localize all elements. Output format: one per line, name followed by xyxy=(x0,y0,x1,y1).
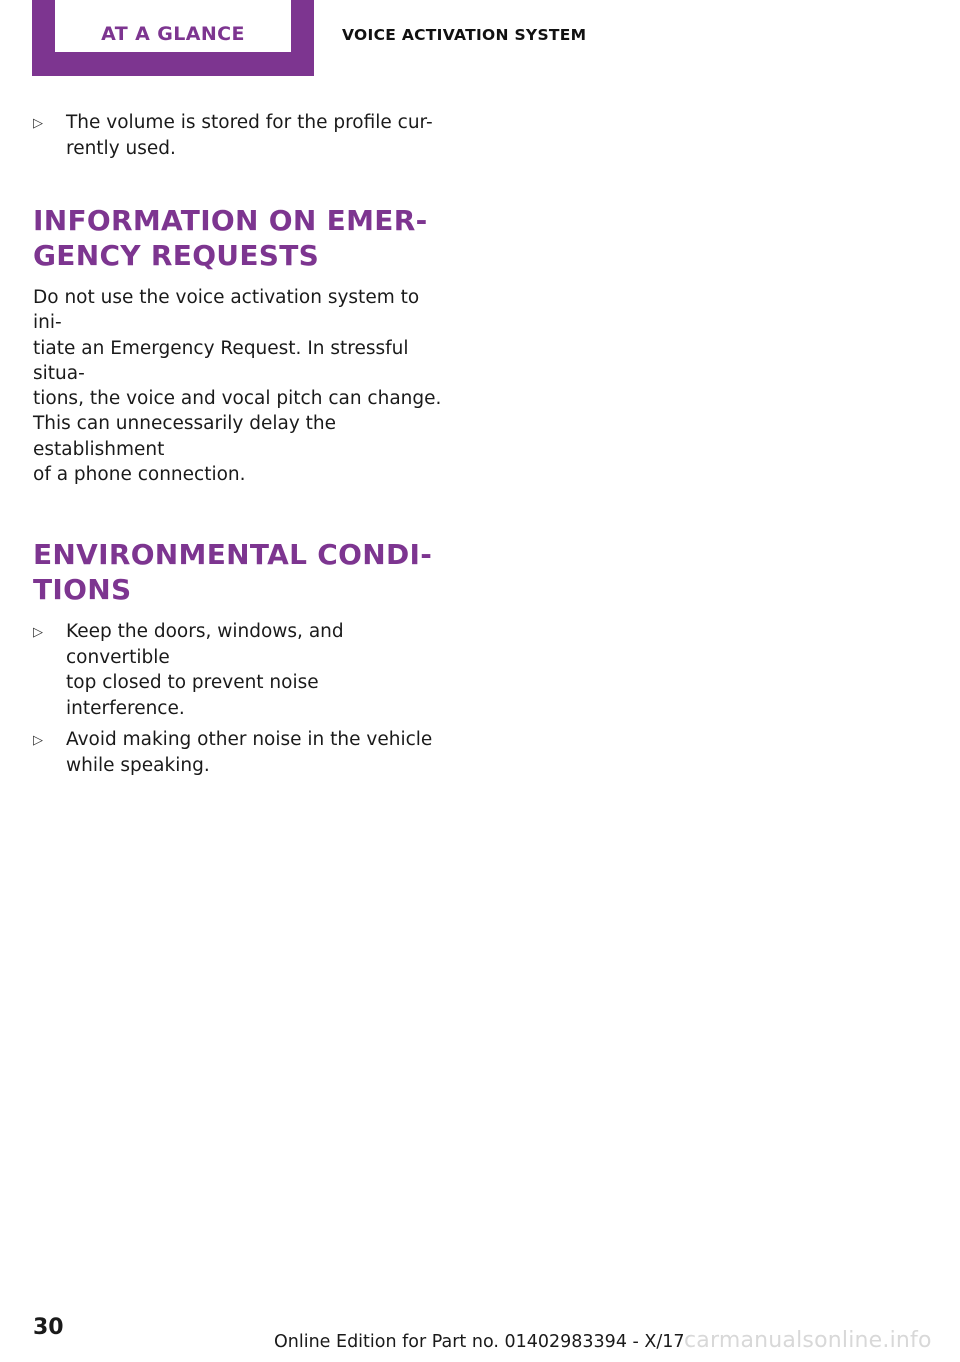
paragraph-line: Do not use the voice activation system to ini- xyxy=(33,287,420,334)
emergency-paragraph xyxy=(33,285,443,487)
heading-line: INFORMATION ON EMER- xyxy=(33,204,428,237)
paragraph-line: tiate an Emergency Request. In stressful situa- xyxy=(33,337,409,384)
running-header-title: VOICE ACTIVATION SYSTEM xyxy=(342,26,587,44)
chapter-tab-inner xyxy=(55,0,291,52)
list-item-text-line: rently used. xyxy=(66,137,176,159)
heading-line: ENVIRONMENTAL CONDI- xyxy=(33,538,433,572)
paragraph-line: tions, the voice and vocal pitch can change. xyxy=(33,388,442,410)
page-content xyxy=(33,110,443,784)
section-heading-emergency xyxy=(33,203,443,273)
list-item xyxy=(33,619,443,721)
heading-line: TIONS xyxy=(33,573,132,607)
page-number: 30 xyxy=(33,1315,64,1340)
list-item xyxy=(33,110,443,161)
list-item-text-line: while speaking. xyxy=(66,754,210,776)
chapter-tab-label: AT A GLANCE xyxy=(101,23,245,45)
list-item xyxy=(33,727,443,778)
list-item-text-line: top closed to prevent noise interference. xyxy=(66,672,319,719)
chapter-tab xyxy=(32,0,314,76)
list-item-text-line: Keep the doors, windows, and convertible xyxy=(66,621,344,668)
triangle-bullet-icon: ▷ xyxy=(33,116,43,131)
watermark-text: carmanualsonline.info xyxy=(684,1328,932,1353)
list-item-text-line: Avoid making other noise in the vehicle xyxy=(66,729,433,751)
triangle-bullet-icon: ▷ xyxy=(33,625,43,641)
triangle-bullet-icon: ▷ xyxy=(33,733,43,749)
heading-line: GENCY REQUESTS xyxy=(33,239,320,272)
paragraph-line: of a phone connection. xyxy=(33,464,246,486)
section-heading-environment xyxy=(33,537,443,607)
footer-edition-text: Online Edition for Part no. 01402983394 - X/17 xyxy=(274,1332,685,1352)
list-item-text-line: The volume is stored for the profile cur- xyxy=(66,112,433,133)
paragraph-line: This can unnecessarily delay the establishment xyxy=(33,413,337,460)
